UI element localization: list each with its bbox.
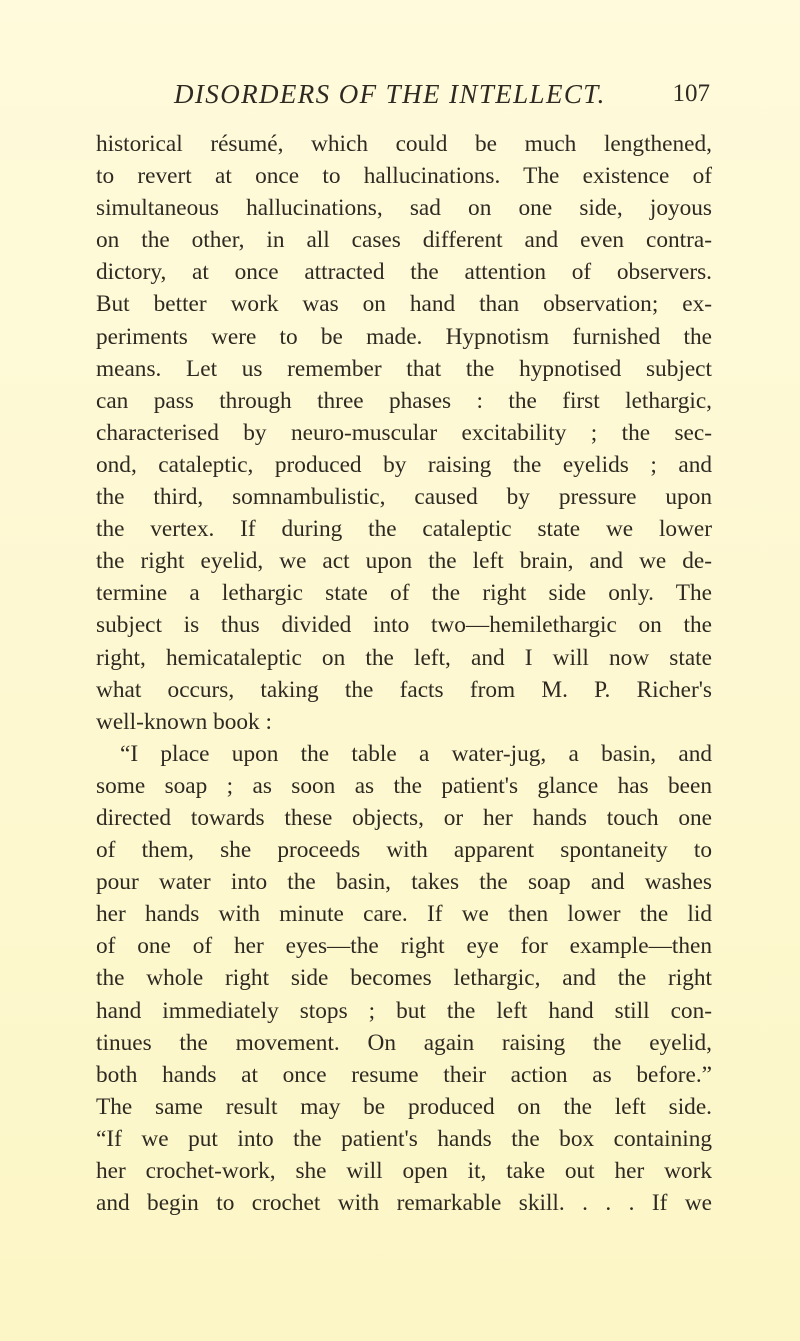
text-line: pour water into the basin, takes the soap and washes (96, 869, 712, 896)
page-number: 107 (672, 80, 710, 107)
text-line: and begin to crochet with remarkable skill. . . . If we (96, 1190, 712, 1217)
text-line: some soap ; as soon as the patient's glance has been (96, 772, 712, 799)
body-text (96, 128, 712, 1219)
text-line: right, hemicataleptic on the left, and I will now state (96, 644, 712, 671)
text-line: her hands with minute care. If we then lower the lid (96, 901, 712, 928)
text-line: her crochet-work, she will open it, take out her work (96, 1158, 712, 1184)
text-line: to revert at once to hallucinations. The existence of (96, 163, 712, 190)
text-line: tinues the movement. On again raising the eyelid, (96, 1029, 712, 1056)
text-line: characterised by neuro-muscular excitability ; the sec- (96, 419, 712, 446)
text-line: of one of her eyes—the right eye for example—then (96, 933, 712, 960)
text-line: subject is thus divided into two—hemilethargic on the (96, 612, 712, 639)
text-line: both hands at once resume their action as before.” (96, 1061, 712, 1088)
text-line: hand immediately stops ; but the left hand still con- (96, 997, 712, 1024)
running-title: DISORDERS OF THE INTELLECT. (174, 79, 606, 109)
text-line: means. Let us remember that the hypnotised subject (96, 355, 712, 382)
text-line: the third, somnambulistic, caused by pressure upon (96, 484, 712, 511)
text-line: periments were to be made. Hypnotism furnished the (96, 323, 712, 350)
text-line: on the other, in all cases different and even contra- (96, 227, 712, 254)
text-line: ond, cataleptic, produced by raising the eyelids ; and (96, 451, 712, 478)
text-line: the right eyelid, we act upon the left brain, and we de- (96, 548, 712, 575)
text-line: the whole right side becomes lethargic, and the right (96, 965, 712, 992)
text-line: The same result may be produced on the left side. (96, 1093, 712, 1120)
text-line: termine a lethargic state of the right side only. The (96, 580, 712, 607)
running-head (144, 74, 710, 114)
text-line: “If we put into the patient's hands the box containing (96, 1125, 712, 1152)
text-line: simultaneous hallucinations, sad on one side, joyous (96, 195, 712, 222)
text-line: historical résumé, which could be much lengthened, (96, 131, 712, 157)
text-line: well-known book : (96, 708, 273, 735)
text-line: dictory, at once attracted the attention of observers. (96, 259, 712, 286)
text-line: directed towards these objects, or her hands touch one (96, 804, 712, 831)
text-line: But better work was on hand than observation; ex- (96, 291, 712, 318)
text-line: can pass through three phases : the first lethargic, (96, 387, 712, 414)
text-line: “I place upon the table a water-jug, a basin, and (120, 740, 712, 767)
text-line: of them, she proceeds with apparent spontaneity to (96, 837, 712, 864)
text-line: the vertex. If during the cataleptic state we lower (96, 516, 712, 543)
text-line: what occurs, taking the facts from M. P. Richer's (96, 676, 712, 703)
